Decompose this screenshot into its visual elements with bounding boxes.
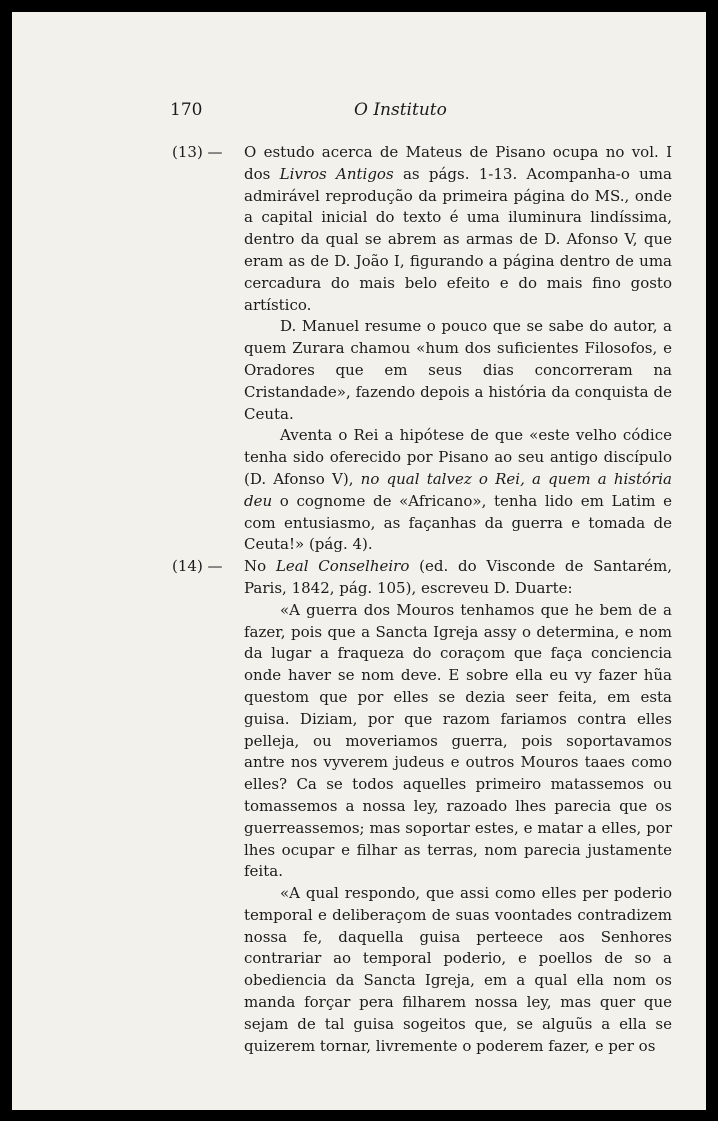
footnotes — [172, 142, 672, 1057]
text-run: o cognome de «Africano», tenha lido em Latim e com entusiasmo, as façanhas da guerra e tomada de Ceuta!» (pág. 4). — [244, 491, 672, 554]
note-13 — [172, 142, 672, 556]
text-run: as págs. 1-13. Acompanha-o uma admirável reprodução da primeira página do MS., onde a capital inicial do texto é uma iluminura lindíssima, dentro da qual se abrem as armas de D. Afonso V, que eram as de D. João I, figurando a página dentro de uma cercadura do mais belo efeito e do mais fino gosto artístico. — [244, 164, 672, 314]
text-run: No — [244, 557, 276, 576]
quote-paragraph — [244, 600, 672, 883]
journal-title: O Instituto — [354, 100, 447, 120]
italic-text: Livros Antigos — [279, 164, 394, 183]
running-header — [170, 100, 490, 124]
quote-paragraph — [244, 883, 672, 1057]
note-paragraph — [244, 556, 672, 600]
note-number: (14) — — [172, 557, 223, 576]
text-run: O estudo acerca de Mateus de Pisano ocupa no vol. I dos — [244, 143, 672, 183]
text-run: «A qual respondo, que assi como elles per poderio temporal e deliberaçom de suas voontades contradizem nossa fe, daquella guisa perteece aos Senhores contrariar ao temporal poderio, e poellos de so a obediencia da Sancta Igreja, em a qual ella nom os manda forçar pera filharem nossa ley, mas quer que sejam de tal guisa sogeitos que, se alguũs a ella se quizerem tornar, livremente o poderem fazer, e per os — [244, 884, 672, 1055]
note-paragraph — [244, 142, 672, 316]
note-body — [244, 556, 672, 1057]
note-paragraph — [244, 425, 672, 556]
italic-text: Leal Conselheiro — [275, 557, 410, 576]
italic-text: no qual talvez o Rei, a quem a história deu — [244, 469, 672, 510]
page-number: 170 — [170, 100, 203, 120]
note-14 — [172, 556, 672, 1057]
book-page — [12, 12, 706, 1110]
note-number: (13) — — [172, 143, 223, 161]
text-run: D. Manuel resume o pouco que se sabe do autor, a quem Zurara chamou «hum dos suficientes Filosofos, e Oradores que em seus dias concorreram na Cristandade», fazendo depois a história da conquista de Ceuta. — [244, 317, 672, 423]
note-paragraph — [244, 316, 672, 425]
text-run: «A guerra dos Mouros tenhamos que he bem de a fazer, pois que a Sancta Igreja assy o determina, e nom da lugar a fraqueza do coraçom que faça conciencia onde haver se nom deve. E sobre ella eu vy fazer hũa questom que por elles se dezia seer feita, em esta guisa. Diziam, por que razom fariamos contra elles pelleja, ou moveriamos guerra, pois soportavamos antre nos vyverem judeus e outros Mouros taaes como elles? Ca se todos aquelles primeiro matassemos ou tomassemos a nossa ley, razoado lhes parecia que os guerreassemos; mas soportar estes, e matar a elles, por lhes ocupar e filhar as terras, nom parecia justamente feita. — [244, 600, 672, 881]
text-run: (ed. do Visconde de Santarém, Paris, 1842, pág. 105), escreveu D. Duarte: — [244, 557, 672, 597]
note-body — [244, 142, 672, 556]
text-run: Aventa o Rei a hipótese de que «este velho códice tenha sido oferecido por Pisano ao seu antigo discípulo (D. Afonso V), — [244, 426, 672, 488]
